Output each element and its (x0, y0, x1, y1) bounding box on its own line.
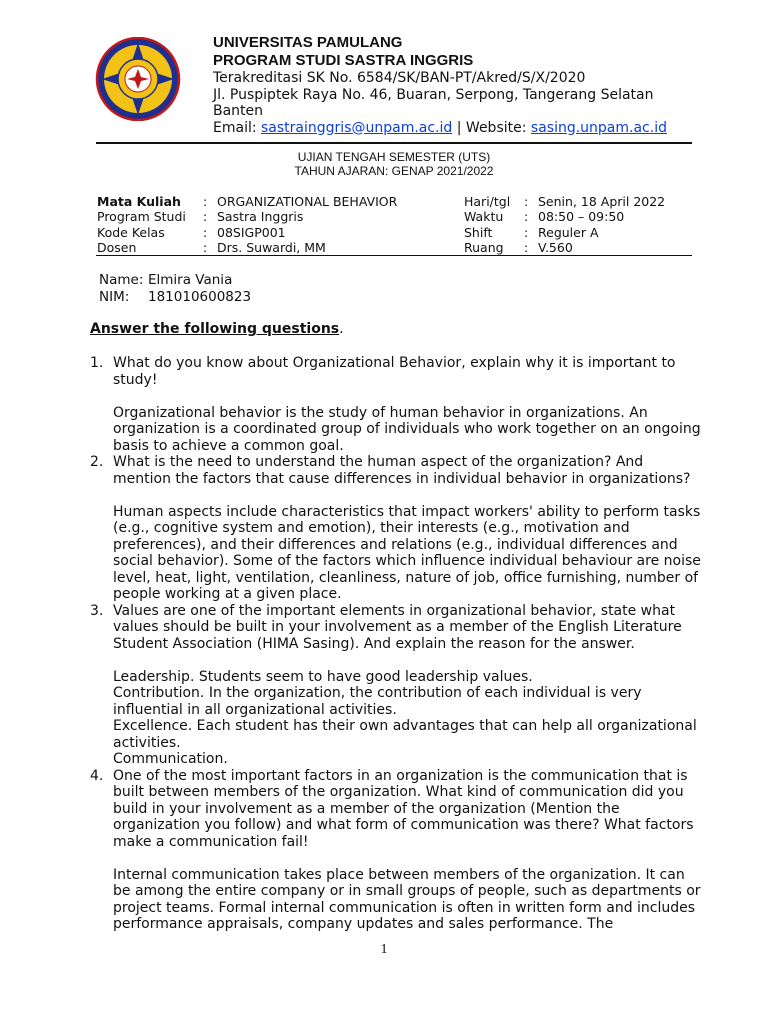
info-row (97, 225, 397, 240)
question-number: 1. (90, 355, 104, 371)
info-value: Senin, 18 April 2022 (538, 194, 666, 209)
answer-text: Organizational behavior is the study of human behavior in organizations. An organization is a coordinated group of individuals who work together on an ongoing basis to achieve a common goal. (113, 404, 701, 454)
contact-line (213, 120, 683, 137)
answer-text: Leadership. Students seem to have good leadership values. (113, 668, 533, 685)
question-number: 2. (90, 454, 104, 470)
info-colon: : (524, 239, 529, 255)
student-name-row (99, 272, 251, 289)
answer-text: Contribution. In the organization, the contribution of each individual is very influential in all organizational activities. (113, 685, 642, 718)
student-name: Elmira Vania (148, 272, 233, 288)
question-item (90, 768, 702, 933)
info-colon: : (203, 239, 208, 255)
university-logo (94, 37, 182, 121)
info-colon: : (524, 209, 529, 225)
info-value: Sastra Inggris (217, 209, 304, 225)
info-row (464, 209, 665, 224)
info-label: Program Studi (97, 209, 186, 225)
info-row (97, 209, 397, 224)
info-row (97, 194, 397, 209)
website-label: Website: (465, 119, 531, 136)
email-label: Email: (213, 119, 262, 136)
info-colon: : (203, 209, 208, 225)
info-colon: : (203, 224, 208, 240)
info-value: Drs. Suwardi, MM (217, 239, 326, 255)
info-value: 08:50 – 09:50 (538, 209, 625, 225)
info-colon: : (524, 224, 529, 240)
info-value: Reguler A (538, 224, 599, 240)
exam-title-block (96, 150, 692, 178)
exam-subtitle: TAHUN AJARAN: GENAP 2021/2022 (294, 164, 494, 178)
address: Jl. Puspiptek Raya No. 46, Buaran, Serpong, Tangerang Selatan Banten (213, 86, 654, 119)
page-number: 1 (380, 942, 388, 957)
answer-text: Excellence. Each student has their own advantages that can help all organizational activities. (113, 718, 697, 751)
question-text: One of the most important factors in an organization is the communication that is built between members of the organization. What kind of communication did you build in your involvement as a member of the organization (Mention the organization you follow) and what form of communication was there? What factors make a communication fail! (113, 767, 694, 850)
info-value: 08SIGP001 (217, 224, 286, 240)
question-text: Values are one of the important elements in organizational behavior, state what values should be built in your involvement as a member of the English Literature Student Association (HIMA Sasing). And explain the reason for the answer. (113, 602, 682, 652)
name-label: Name: (99, 272, 144, 288)
question-item (90, 454, 702, 603)
info-colon: : (203, 194, 208, 209)
answer-text: Communication. (113, 751, 228, 767)
question-number: 3. (90, 602, 104, 619)
student-nim-row (99, 289, 251, 306)
info-label: Ruang (464, 239, 504, 255)
course-info (97, 194, 397, 255)
info-label: Hari/tgl (464, 194, 511, 209)
info-row (464, 194, 665, 209)
university-name: UNIVERSITAS PAMULANG (213, 34, 403, 51)
program-name: PROGRAM STUDI SASTRA INGGRIS (213, 52, 474, 69)
answer-text: Internal communication takes place between members of the organization. It can be among the entire company or in small groups of people, such as departments or project teams. Formal internal communication is often in written form and includes performance appraisals, company updates and sales performance. The (113, 866, 701, 932)
info-label: Dosen (97, 239, 137, 255)
student-info (99, 272, 251, 306)
info-label: Shift (464, 224, 493, 240)
instruction-text: Answer the following questions (90, 321, 340, 337)
email-link[interactable]: sastrainggris@unpam.ac.id (261, 119, 453, 136)
info-colon: : (524, 194, 529, 209)
question-item (90, 603, 702, 768)
info-row (97, 240, 397, 255)
header-divider (96, 142, 692, 144)
contact-separator: | (452, 119, 466, 136)
exam-title: UJIAN TENGAH SEMESTER (UTS) (297, 150, 491, 164)
instruction (90, 321, 344, 337)
question-list (90, 355, 702, 933)
question-item (90, 355, 702, 454)
info-value: V.560 (538, 239, 573, 255)
nim-label: NIM: (99, 289, 130, 305)
website-link[interactable]: sasing.unpam.ac.id (530, 119, 667, 136)
answer-text: Human aspects include characteristics that impact workers' ability to perform tasks (e.g., cognitive system and emotion), their interests (e.g., motivation and preferences), and their differences and relations (e.g., individual differences and social behavior). Some of the factors which influence individual behaviour are noise level, heat, light, ventilation, cleanliness, nature of job, office furnishing, number of people working at a given place. (113, 503, 701, 602)
info-divider (96, 255, 692, 256)
info-row (464, 225, 665, 240)
info-row (464, 240, 665, 255)
question-text: What is the need to understand the human aspect of the organization? And mention the factors that cause differences in individual behavior in organizations? (113, 454, 691, 487)
student-nim: 181010600823 (148, 289, 252, 305)
info-value: ORGANIZATIONAL BEHAVIOR (217, 194, 398, 209)
instruction-period: . (339, 321, 344, 337)
accreditation: Terakreditasi SK No. 6584/SK/BAN-PT/Akred/S/X/2020 (213, 70, 586, 86)
info-label: Waktu (464, 209, 504, 225)
info-label: Mata Kuliah (97, 194, 181, 209)
question-number: 4. (90, 767, 104, 784)
info-label: Kode Kelas (97, 224, 165, 240)
letterhead (213, 34, 683, 136)
schedule-info (464, 194, 665, 255)
question-text: What do you know about Organizational Behavior, explain why it is important to study! (113, 355, 676, 388)
